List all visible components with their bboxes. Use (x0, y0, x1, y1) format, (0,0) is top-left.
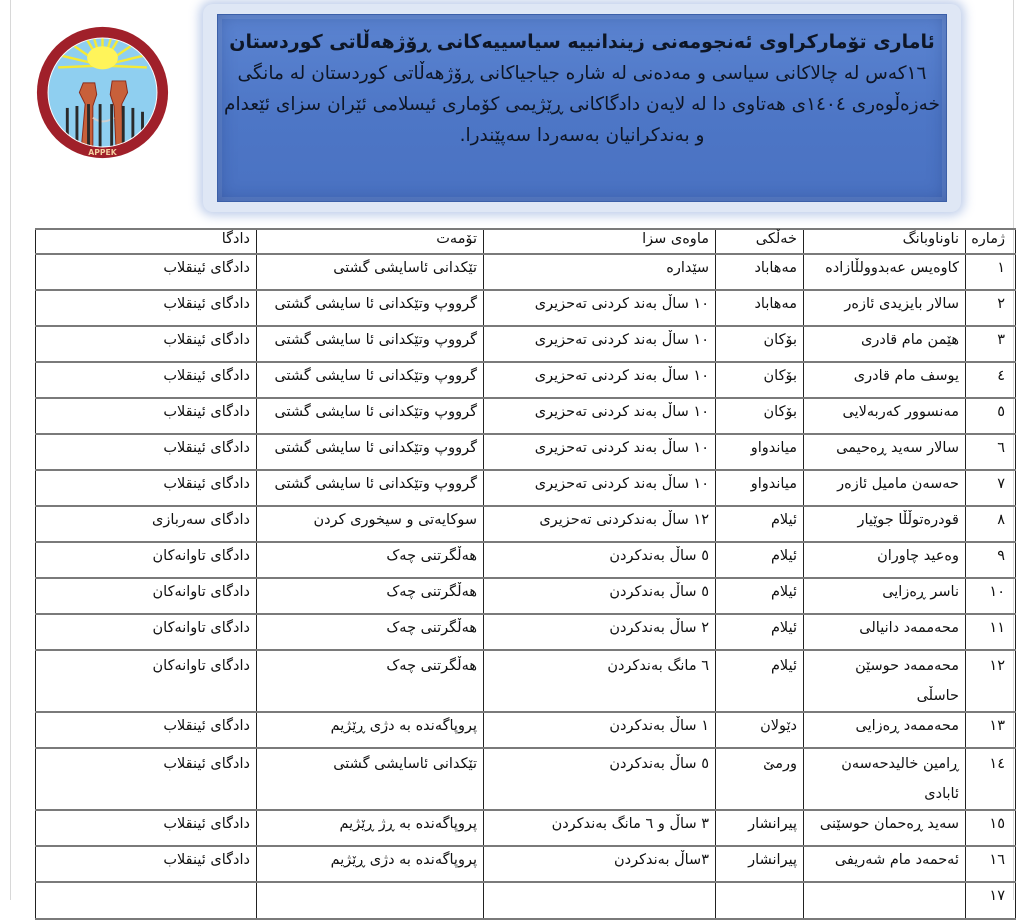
cell-charge: سوکایەتی و سیخوری کردن (257, 506, 484, 542)
cell-court: دادگای ئینقلاب (36, 434, 257, 470)
cell-city: ئیلام (716, 650, 804, 712)
cell-name: سەید ڕەحمان حوسێنی (804, 810, 966, 846)
cell-court: دادگای تاوانەکان (36, 578, 257, 614)
cell-court: دادگای سەربازی (36, 506, 257, 542)
prisoners-table (35, 228, 1015, 920)
cell-number: ٥ (966, 398, 1016, 434)
cell-number: ١٦ (966, 846, 1016, 882)
cell-name: وەعید چاوران (804, 542, 966, 578)
cell-number: ٣ (966, 326, 1016, 362)
cell-sentence: ٥ ساڵ بەندکردن (484, 578, 716, 614)
cell-name: ڕامین خالیدحەسەن ئابادی (804, 748, 966, 810)
cell-sentence: ٥ ساڵ بەندکردن (484, 748, 716, 810)
cell-charge: پروپاگەندە بە ڕژ ڕێژیم (257, 810, 484, 846)
cell-court: دادگای ئینقلاب (36, 712, 257, 748)
header-number: ژمارە (966, 229, 1016, 254)
cell-court: دادگای ئینقلاب (36, 254, 257, 290)
cell-court: دادگای ئینقلاب (36, 810, 257, 846)
cell-number: ٧ (966, 470, 1016, 506)
cell-name: قودرەتوڵڵا جوێیار (804, 506, 966, 542)
cell-charge: هەڵگرتنی چەک (257, 614, 484, 650)
cell-sentence: ١٠ ساڵ بەند کردنی تەحزیری (484, 362, 716, 398)
cell-city: ئیلام (716, 614, 804, 650)
table-row (36, 254, 1016, 290)
cell-city: پیرانشار (716, 810, 804, 846)
header-court: دادگا (36, 229, 257, 254)
cell-name: هێمن مام قادری (804, 326, 966, 362)
cell-charge (257, 882, 484, 919)
table-row (36, 810, 1016, 846)
header-name: ناوناوبانگ (804, 229, 966, 254)
cell-charge: گرووپ وتێکدانی ئا سایشی گشتی (257, 434, 484, 470)
cell-number: ١٤ (966, 748, 1016, 810)
cell-sentence: ١ ساڵ بەندکردن (484, 712, 716, 748)
cell-city: بۆکان (716, 362, 804, 398)
cell-number: ٢ (966, 290, 1016, 326)
cell-sentence: ٣ ساڵ و ٦ مانگ بەندکردن (484, 810, 716, 846)
cell-name: محەممەد دانیالی (804, 614, 966, 650)
table-row (36, 650, 1016, 712)
table-row (36, 434, 1016, 470)
cell-city: مەهاباد (716, 290, 804, 326)
cell-sentence: ٦ مانگ بەندکردن (484, 650, 716, 712)
cell-court: دادگای تاوانەکان (36, 542, 257, 578)
cell-city: پیرانشار (716, 846, 804, 882)
cell-charge: گرووپ وتێکدانی ئا سایشی گشتی (257, 326, 484, 362)
table-row (36, 506, 1016, 542)
cell-name: ئەحمەد مام شەریفی (804, 846, 966, 882)
cell-city: ئیلام (716, 506, 804, 542)
cell-number: ٤ (966, 362, 1016, 398)
cell-court: دادگای ئینقلاب (36, 470, 257, 506)
cell-name: محەممەد ڕەزایی (804, 712, 966, 748)
cell-court: دادگای ئینقلاب (36, 362, 257, 398)
table-row (36, 614, 1016, 650)
cell-number: ١٢ (966, 650, 1016, 712)
header-city: خەڵکی (716, 229, 804, 254)
cell-number: ١٥ (966, 810, 1016, 846)
cell-court: دادگای ئینقلاب (36, 398, 257, 434)
cell-charge: هەڵگرتنی چەک (257, 650, 484, 712)
cell-city (716, 882, 804, 919)
cell-sentence (484, 882, 716, 919)
cell-city: ئیلام (716, 542, 804, 578)
cell-city: ورمێ (716, 748, 804, 810)
cell-sentence: ١٢ ساڵ بەندکردنی تەحزیری (484, 506, 716, 542)
cell-sentence: ٢ ساڵ بەندکردن (484, 614, 716, 650)
cell-number: ١١ (966, 614, 1016, 650)
cell-court: دادگای تاوانەکان (36, 650, 257, 712)
cell-court: دادگای ئینقلاب (36, 846, 257, 882)
banner-body: ١٦کەس لە چالاکانی سیاسی و مەدەنی لە شارە جیاجیاکانی ڕۆژهەڵاتی کوردستان لە مانگی خەزەڵوەری ١٤٠٤ی هەتاوی دا لە لایەن دادگاکانی ڕێژیمی کۆماری ئیسلامی ئێران سزای ئێعدام و بەندکرانیان بەسەردا سەپێندرا. (224, 63, 940, 146)
cell-name (804, 882, 966, 919)
cell-name: کاوەیس عەبدوولڵازادە (804, 254, 966, 290)
cell-sentence: ٥ ساڵ بەندکردن (484, 542, 716, 578)
cell-court: دادگای ئینقلاب (36, 290, 257, 326)
table-row (36, 362, 1016, 398)
header-charge: تۆمەت (257, 229, 484, 254)
cell-number: ٨ (966, 506, 1016, 542)
table-row (36, 398, 1016, 434)
cell-name: سالار سەید ڕەحیمی (804, 434, 966, 470)
sentences-table (35, 228, 1016, 920)
cell-city: مەهاباد (716, 254, 804, 290)
table-row (36, 882, 1016, 919)
title-banner-box (217, 14, 947, 202)
cell-charge: گرووپ وتێکدانی ئا سایشی گشتی (257, 398, 484, 434)
cell-charge: گرووپ وتێکدانی ئا سایشی گشتی (257, 470, 484, 506)
cell-sentence: ١٠ ساڵ بەند کردنی تەحزیری (484, 326, 716, 362)
cell-charge: پروپاگەندە بە دژی ڕێژیم (257, 846, 484, 882)
cell-name: ناسر ڕەزایی (804, 578, 966, 614)
cell-city: بۆکان (716, 398, 804, 434)
table-row (36, 712, 1016, 748)
cell-name: سالار بایزیدی ئازەر (804, 290, 966, 326)
cell-city: ئیلام (716, 578, 804, 614)
cell-charge: گرووپ وتێکدانی ئا سایشی گشتی (257, 290, 484, 326)
cell-sentence: سێدارە (484, 254, 716, 290)
table-row (36, 542, 1016, 578)
cell-number: ٩ (966, 542, 1016, 578)
cell-number: ١٠ (966, 578, 1016, 614)
cell-number: ٦ (966, 434, 1016, 470)
cell-city: میاندواو (716, 434, 804, 470)
cell-sentence: ١٠ ساڵ بەند کردنی تەحزیری (484, 290, 716, 326)
cell-name: مەنسوور کەربەلایی (804, 398, 966, 434)
cell-name: حەسەن مامیل ئازەر (804, 470, 966, 506)
table-row (36, 578, 1016, 614)
table-row (36, 846, 1016, 882)
table-row (36, 326, 1016, 362)
cell-court (36, 882, 257, 919)
cell-charge: هەڵگرتنی چەک (257, 542, 484, 578)
logo-abbr: APPEK (88, 148, 117, 158)
cell-name: محەممەد حوسێن حاسڵی (804, 650, 966, 712)
title-banner (203, 4, 961, 212)
cell-sentence: ١٠ ساڵ بەند کردنی تەحزیری (484, 470, 716, 506)
banner-title: ئاماری تۆمارکراوی ئەنجومەنی زیندانییە سیاسییەکانی ڕۆژهەڵاتی کوردستان (229, 31, 935, 53)
cell-number: ١٣ (966, 712, 1016, 748)
cell-court: دادگای ئینقلاب (36, 326, 257, 362)
cell-sentence: ٣ساڵ بەندکردن (484, 846, 716, 882)
cell-court: دادگای ئینقلاب (36, 748, 257, 810)
cell-court: دادگای تاوانەکان (36, 614, 257, 650)
raised-fists-in-handcuffs-icon (35, 25, 170, 160)
table-row (36, 290, 1016, 326)
cell-name: یوسف مام قادری (804, 362, 966, 398)
table-row (36, 748, 1016, 810)
header-sentence: ماوەی سزا (484, 229, 716, 254)
cell-sentence: ١٠ ساڵ بەند کردنی تەحزیری (484, 398, 716, 434)
cell-city: میاندواو (716, 470, 804, 506)
table-row (36, 470, 1016, 506)
appek-logo (35, 25, 170, 160)
cell-charge: هەڵگرتنی چەک (257, 578, 484, 614)
cell-charge: گرووپ وتێکدانی ئا سایشی گشتی (257, 362, 484, 398)
cell-number: ١٧ (966, 882, 1016, 919)
cell-number: ١ (966, 254, 1016, 290)
cell-charge: پروپاگەندە بە دژی ڕێژیم (257, 712, 484, 748)
cell-sentence: ١٠ ساڵ بەند کردنی تەحزیری (484, 434, 716, 470)
cell-charge: تێکدانی ئاسایشی گشتی (257, 748, 484, 810)
cell-city: دێولان (716, 712, 804, 748)
table-header-row (36, 229, 1016, 254)
cell-charge: تێکدانی ئاسایشی گشتی (257, 254, 484, 290)
cell-city: بۆکان (716, 326, 804, 362)
